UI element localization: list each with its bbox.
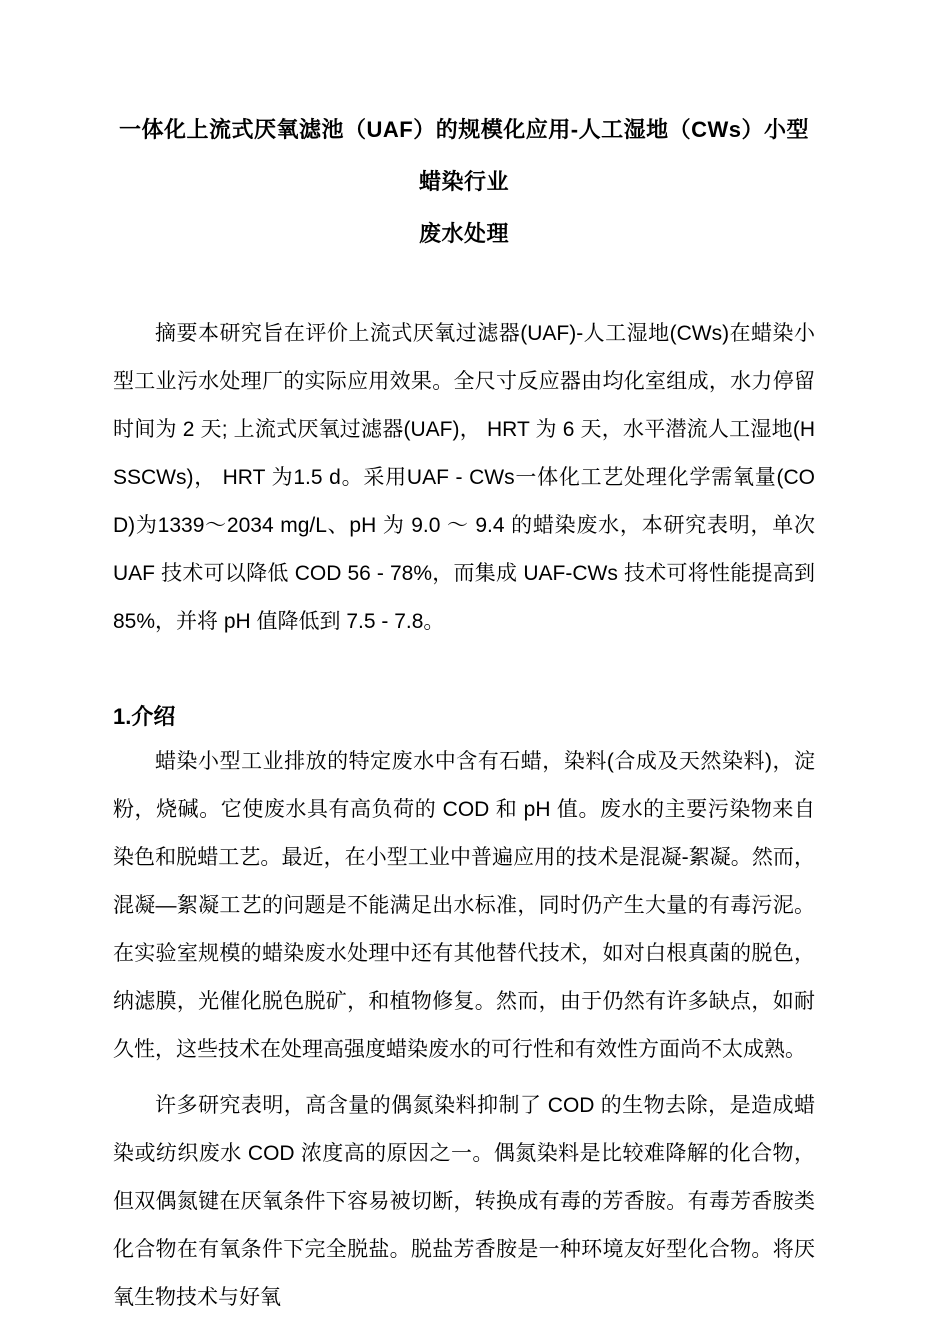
abstract-paragraph: 摘要本研究旨在评价上流式厌氧过滤器(UAF)-人工湿地(CWs)在蜡染小型工业污水处理厂的实际应用效果。全尺寸反应器由均化室组成，水力停留时间为 2 天; 上流式厌氧过滤器(UAF)， HRT 为 6 天，水平潜流人工湿地(HSSCWs)， HRT 为1.5 d。采用UAF - CWs一体化工艺处理化学需氧量(COD)为1339～2034 mg/L、pH 为 9.0 ～ 9.4 的蜡染废水，本研究表明，单次 UAF 技术可以降低 COD 56 - 78%，而集成 UAF-CWs 技术可将性能提高到 85%，并将 pH 值降低到 7.5 - 7.8。 — [113, 322, 815, 633]
introduction-paragraph-1: 蜡染小型工业排放的特定废水中含有石蜡，染料(合成及天然染料)，淀粉，烧碱。它使废水具有高负荷的 COD 和 pH 值。废水的主要污染物来自染色和脱蜡工艺。最近，在小型工业中普遍应用的技术是混凝-絮凝。然而，混凝—絮凝工艺的问题是不能满足出水标准，同时仍产生大量的有毒污泥。在实验室规模的蜡染废水处理中还有其他替代技术，如对白根真菌的脱色，纳滤膜，光催化脱色脱矿，和植物修复。然而，由于仍然有许多缺点，如耐久性，这些技术在处理高强度蜡染废水的可行性和有效性方面尚不太成熟。 — [113, 750, 815, 1061]
document-title-line-1: 一体化上流式厌氧滤池（UAF）的规模化应用-人工湿地（CWs）小型蜡染行业 — [119, 117, 809, 194]
document-title — [113, 104, 815, 260]
section-heading-introduction: 1.介绍 — [113, 704, 176, 729]
document-title-line-2: 废水处理 — [418, 221, 509, 246]
introduction-paragraph-2: 许多研究表明，高含量的偶氮染料抑制了 COD 的生物去除，是造成蜡染或纺织废水 COD 浓度高的原因之一。偶氮染料是比较难降解的化合物，但双偶氮键在厌氧条件下容易被切断，转换成有毒的芳香胺。有毒芳香胺类化合物在有氧条件下完全脱盐。脱盐芳香胺是一种环境友好型化合物。将厌氧生物技术与好氧 — [113, 1094, 815, 1309]
